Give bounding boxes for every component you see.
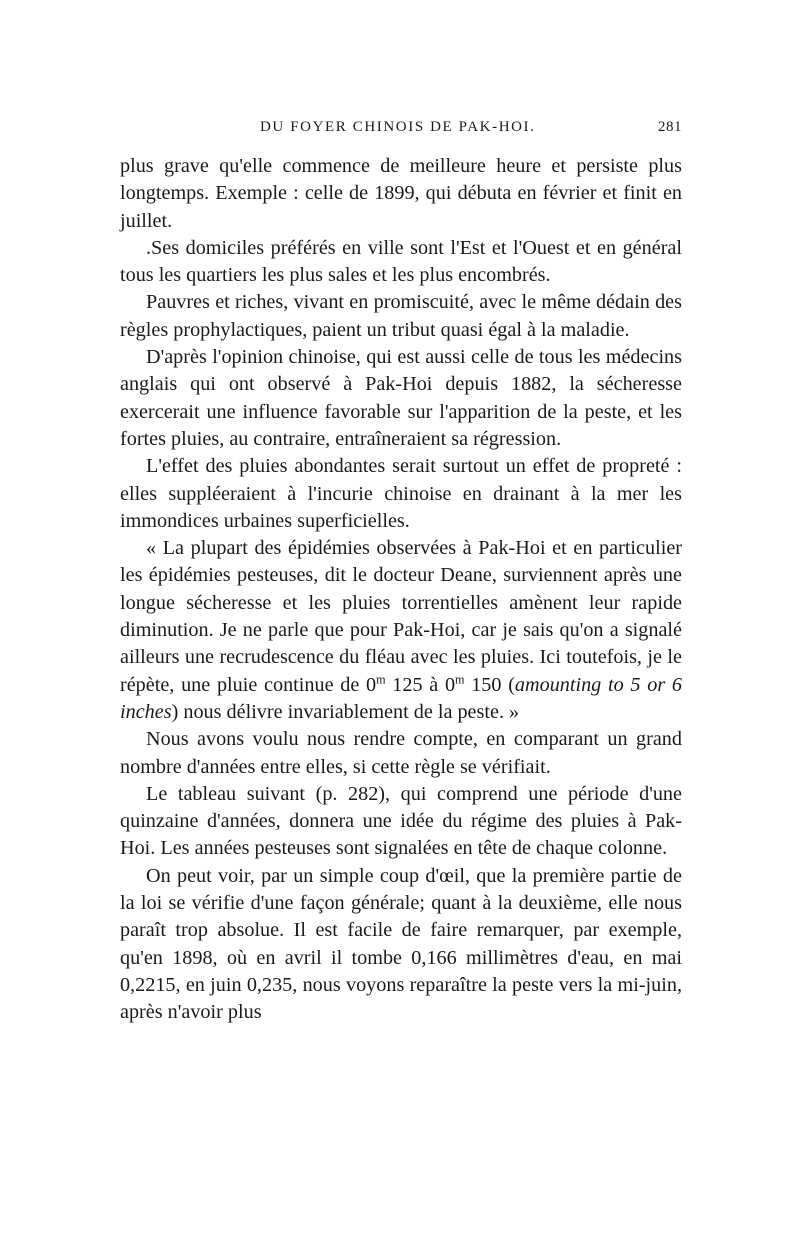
paragraph-7: Nous avons voulu nous rendre compte, en comparant un grand nombre d'années entre elles, si cette règle se vérifiait. (120, 728, 682, 778)
paragraph-8: Le tableau suivant (p. 282), qui comprend une période d'une quinzaine d'années, donnera une idée du régime des pluies à Pak-Hoi. Les années pesteuses sont signalées en tête de chaque colonne. (120, 782, 682, 860)
paragraph-2: .Ses domiciles préférés en ville sont l'Est et l'Ouest et en général tous les quartiers les plus sales et les plus encombrés. (120, 236, 682, 287)
paragraph-4: D'après l'opinion chinoise, qui est aussi celle de tous les médecins anglais qui ont observé à Pak-Hoi depuis 1882, la sécheresse exercerait une influence favorable sur l'apparition de la peste, et les fortes pluies, au contraire, entraîneraient sa régression. (120, 346, 682, 450)
quote-text-c: 150 ( (464, 673, 515, 696)
body-text (120, 153, 682, 1027)
paragraph-3: Pauvres et riches, vivant en promiscuité, avec le même dédain des règles prophylactiques, paient un tribut quasi égal à la maladie. (120, 291, 682, 341)
quote-text-d: ) nous délivre invariablement de la peste. » (171, 700, 520, 723)
running-header (120, 113, 682, 143)
quote-text-a: « La plupart des épidémies observées à Pak-Hoi et en particulier les épidémies pesteuses, dit le docteur Deane, surviennent après une longue sécheresse et les pluies torrentielles amènent leur rapide diminution. Je ne parle que pour Pak-Hoi, car je sais qu'on a signalé ailleurs une recrudescence du fléau avec les pluies. Ici toutefois, je le répète, une pluie continue de 0 (120, 537, 682, 696)
unit-superscript-2: m (455, 671, 465, 686)
running-title: DU FOYER CHINOIS DE PAK-HOI. (260, 119, 536, 135)
paragraph-6-quote (120, 535, 682, 726)
quote-italic-english: amounting to 5 or 6 inches (120, 673, 682, 723)
paragraph-5: L'effet des pluies abondantes serait surtout un effet de propreté : elles suppléeraient à l'incurie chinoise en drainant à la mer les immondices urbaines superficielles. (120, 455, 682, 532)
paragraph-1: plus grave qu'elle commence de meilleure heure et persiste plus longtemps. Exemple : celle de 1899, qui débuta en février et finit en juillet. (120, 155, 682, 232)
quote-text-b: 125 à 0 (385, 673, 456, 696)
unit-superscript-1: m (376, 671, 386, 686)
book-page (120, 113, 682, 1027)
paragraph-9: On peut voir, par un simple coup d'œil, que la première partie de la loi se vérifie d'une façon générale; quant à la deuxième, elle nous paraît trop absolue. Il est facile de faire remarquer, par exemple, qu'en 1898, où en avril il tombe 0,166 millimètres d'eau, en mai 0,2215, en juin 0,235, nous voyons reparaître la peste vers la mi-juin, après n'avoir plus (120, 864, 682, 1024)
page-number: 281 (658, 119, 682, 135)
